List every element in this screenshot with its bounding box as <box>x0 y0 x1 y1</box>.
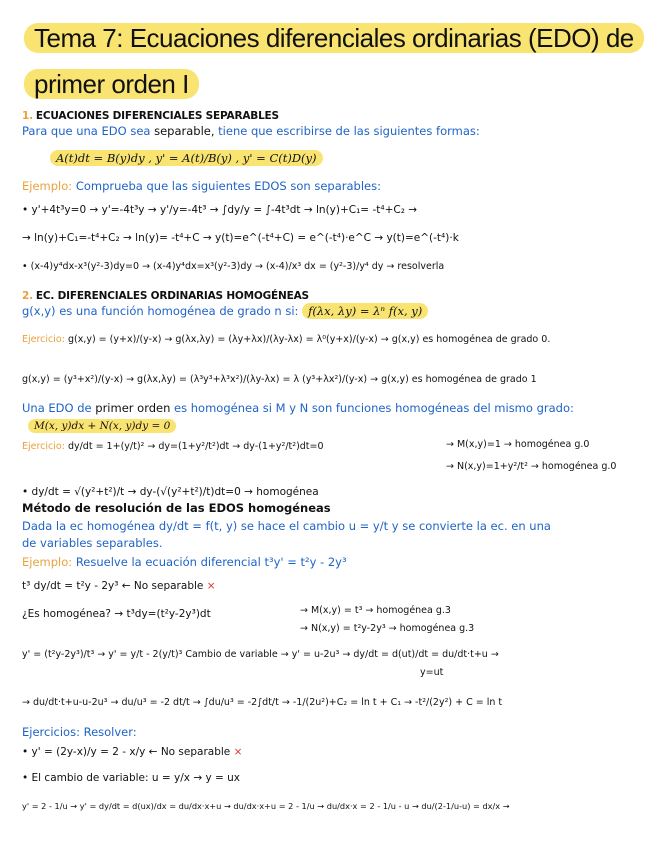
example-3-line-3: y' = (t²y-2y³)/t³ → y' = y/t - 2(y/t)³ Cambio de variable → y' = u-2u³ → dy/dt = d(ut)/dt = du/dt·t+u → <box>22 649 499 660</box>
page-title: Tema 7: Ecuaciones diferenciales ordinarias (EDO) de <box>24 24 644 54</box>
exercise-1: Ejercicio: g(x,y) = (y+x)/(y-x) → g(λx,λy) = (λy+λx)/(λy-λx) = λ⁰(y+x)/(y-x) → g(x,y) es homogénea de grado 0. <box>22 334 551 345</box>
separable-forms: A(t)dt = B(y)dy , y' = A(t)/B(y) , y' = C(t)D(y) <box>50 152 323 165</box>
example-3-m: → M(x,y) = t³ → homogénea g.3 <box>300 605 451 616</box>
homogeneous-function-definition: g(x,y) es una función homogénea de grado n si: f(λx, λy) = λⁿ f(x, y) <box>22 305 428 318</box>
example-3-line-1: t³ dy/dt = t²y - 2y³ ← No separable × <box>22 580 216 592</box>
exercise-5-line-3: y' = 2 - 1/u → y' = dy/dt = d(ux)/dx = du/dx·x+u → du/dx·x+u = 2 - 1/u → du/dx·x = 2 - 1/u - u → du/(2-1/u-u) = dx/x → <box>22 801 510 811</box>
example-3-n: → N(x,y) = t²y-2y³ → homogénea g.3 <box>300 623 475 634</box>
example-3-line-4: → du/dt·t+u-u-2u³ → du/u³ = -2 dt/t → ∫du/u³ = -2∫dt/t → -1/(2u²)+C₂ = ln t + C₁ → -t²/(2y²) + C = ln t <box>22 697 503 708</box>
section-3-text-cont: de variables separables. <box>22 536 163 550</box>
exercise-5-line-1: • y' = (2y-x)/y = 2 - x/y ← No separable × <box>22 746 243 758</box>
example-1-line-1: • y'+4t³y=0 → y'=-4t³y → y'/y=-4t³ → ∫dy/y = ∫-4t³dt → ln(y)+C₁= -t⁴+C₂ → <box>22 204 418 216</box>
exercise-5-line-2: • El cambio de variable: u = y/x → y = ux <box>22 772 241 784</box>
section-1-heading: 1. ECUACIONES DIFERENCIALES SEPARABLES <box>22 110 279 122</box>
example-3-substitution: y=ut <box>420 667 444 678</box>
exercise-2: g(x,y) = (y³+x²)/(y-x) → g(λx,λy) = (λ³y³+λ³x²)/(λy-λx) = λ (y³+λx²)/(y-x) → g(x,y) es homogénea de grado 1 <box>22 374 537 385</box>
section-1-example-intro: Ejemplo: Comprueba que las siguientes EDOS son separables: <box>22 179 381 193</box>
exercise-3: Ejercicio: dy/dt = 1+(y/t)² → dy=(1+y²/t²)dt → dy-(1+y²/t²)dt=0 <box>22 441 324 452</box>
exercise-4: • dy/dt = √(y²+t²)/t → dy-(√(y²+t²)/t)dt=0 → homogénea <box>22 486 319 498</box>
example-1-line-2: → ln(y)+C₁=-t⁴+C₂ → ln(y)= -t⁴+C → y(t)=e^(-t⁴+C) = e^(-t⁴)·e^C → y(t)=e^(-t⁴)·k <box>22 232 459 244</box>
section-3-example-intro: Ejemplo: Resuelve la ecuación diferencial t³y' = t²y - 2y³ <box>22 555 347 569</box>
section-3-heading: Método de resolución de las EDOS homogéneas <box>22 501 331 515</box>
section-1-intro: Para que una EDO sea separable, tiene que escribirse de las siguientes formas: <box>22 124 480 138</box>
exercise-3-n: → N(x,y)=1+y²/t² → homogénea g.0 <box>446 461 617 472</box>
page-title-cont: primer orden I <box>24 70 199 100</box>
homogeneous-edo-formula: M(x, y)dx + N(x, y)dy = 0 <box>28 420 176 432</box>
example-3-line-2: ¿Es homogénea? → t³dy=(t²y-2y³)dt <box>22 608 211 620</box>
example-2: • (x-4)y⁴dx-x³(y²-3)dy=0 → (x-4)y⁴dx=x³(y²-3)dy → (x-4)/x³ dx = (y²-3)/y⁴ dy → resolverla <box>22 261 445 272</box>
exercise-3-m: → M(x,y)=1 → homogénea g.0 <box>446 439 590 450</box>
section-3-text: Dada la ec homogénea dy/dt = f(t, y) se hace el cambio u = y/t y se convierte la ec. en una <box>22 519 551 533</box>
exercises-heading: Ejercicios: Resolver: <box>22 725 137 739</box>
homogeneous-edo-definition: Una EDO de primer orden es homogénea si M y N son funciones homogéneas del mismo grado: <box>22 401 574 415</box>
section-2-heading: 2. EC. DIFERENCIALES ORDINARIAS HOMOGÉNEAS <box>22 290 309 302</box>
